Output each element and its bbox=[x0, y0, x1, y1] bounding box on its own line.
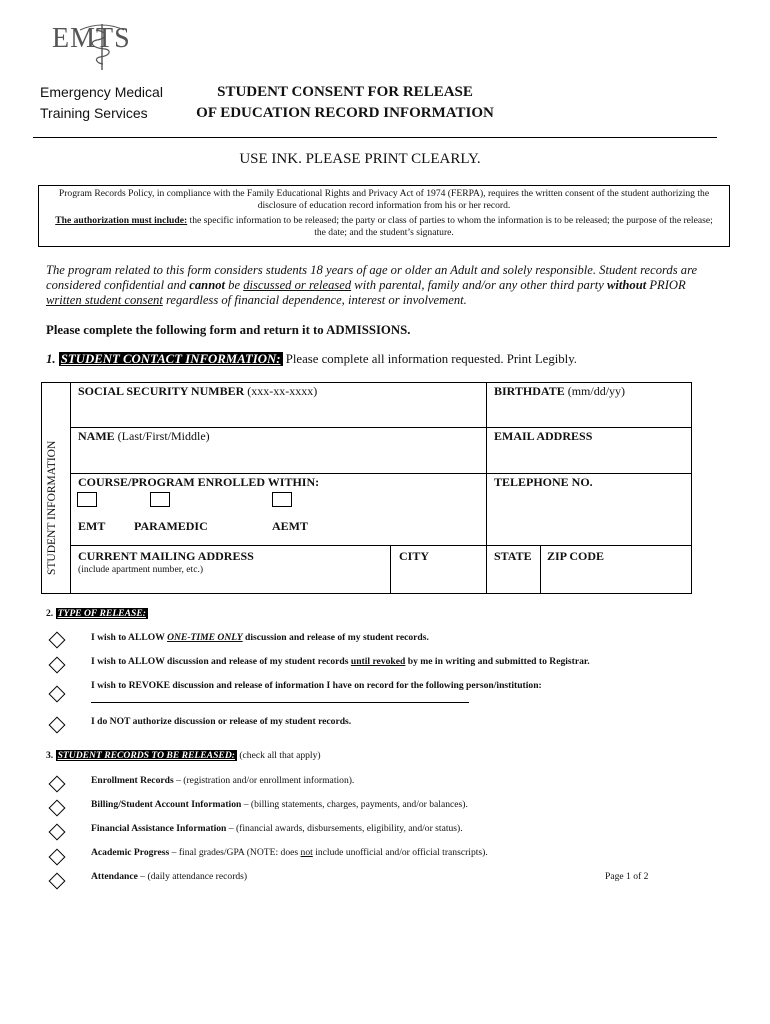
name-field[interactable] bbox=[78, 429, 210, 444]
ssn-field[interactable] bbox=[78, 384, 317, 399]
telephone-label: TELEPHONE NO. bbox=[494, 475, 593, 489]
ssn-hint: (xxx-xx-xxxx) bbox=[244, 384, 318, 398]
org-line-1: Emergency Medical bbox=[40, 84, 163, 100]
opt1-text-a: I wish to ALLOW bbox=[91, 632, 168, 643]
intro-paragraph bbox=[46, 263, 716, 308]
page-number: Page 1 of 2 bbox=[605, 871, 649, 882]
intro-written-consent: written student consent bbox=[46, 293, 163, 307]
section-2-title: TYPE OF RELEASE: bbox=[57, 608, 146, 619]
billing-info-label bbox=[91, 799, 468, 810]
financial-assistance-checkbox[interactable] bbox=[49, 824, 66, 841]
section-3-hint: (check all that apply) bbox=[236, 750, 321, 761]
enrollment-records-checkbox[interactable] bbox=[49, 776, 66, 793]
address-hint: (include apartment number, etc.) bbox=[78, 564, 204, 575]
opt1-one-time-only: ONE-TIME ONLY bbox=[167, 632, 243, 643]
intro-discussed: discussed or released bbox=[243, 278, 352, 292]
no-authorization-option[interactable] bbox=[49, 717, 66, 734]
city-label: CITY bbox=[399, 549, 430, 563]
telephone-field[interactable] bbox=[494, 475, 593, 490]
revoke-option[interactable] bbox=[49, 686, 66, 703]
title-line-1: STUDENT CONSENT FOR RELEASE bbox=[217, 84, 473, 100]
records-item-label: Enrollment Records bbox=[91, 775, 174, 786]
city-divider bbox=[390, 545, 391, 594]
section-3-title: STUDENT RECORDS TO BE RELEASED: bbox=[57, 750, 235, 761]
zip-label: ZIP CODE bbox=[547, 549, 605, 563]
no-authorization-label: I do NOT authorize discussion or release of my student records. bbox=[91, 716, 352, 727]
address-label: CURRENT MAILING ADDRESS bbox=[78, 549, 254, 563]
records-item-desc: – (billing statements, charges, payments, and/or balances). bbox=[241, 799, 468, 810]
section-2-heading bbox=[46, 608, 148, 619]
address-field[interactable] bbox=[78, 549, 254, 575]
academic-progress-label bbox=[91, 847, 488, 858]
intro-text-1: The program related to this form considers students 18 years of age or older an Adult and solely responsible. Student records are considered confidential and bbox=[46, 263, 698, 292]
emt-option-label: EMT bbox=[78, 519, 106, 533]
paramedic-checkbox[interactable] bbox=[150, 492, 170, 507]
title-line-2: OF EDUCATION RECORD INFORMATION bbox=[196, 105, 494, 121]
policy-paragraph-1: Program Records Policy, in compliance with the Family Educational Rights and Privacy Act of 1974 (FERPA), requires the written consent of the student authorizing the disclosure of education record information from his or her record. bbox=[58, 188, 710, 211]
ink-instruction: USE INK. PLEASE PRINT CLEARLY. bbox=[239, 151, 481, 167]
org-line-2: Training Services bbox=[40, 105, 148, 121]
intro-without: without bbox=[607, 278, 647, 292]
section-1-heading bbox=[46, 352, 577, 367]
state-label: STATE bbox=[494, 549, 532, 563]
birthdate-hint: (mm/dd/yy) bbox=[564, 384, 626, 398]
emts-logo bbox=[50, 20, 155, 75]
attendance-checkbox[interactable] bbox=[49, 873, 66, 890]
intro-prior: PRIOR bbox=[646, 278, 686, 292]
policy-box bbox=[38, 185, 730, 247]
right-column-divider bbox=[486, 382, 487, 594]
billing-info-checkbox[interactable] bbox=[49, 800, 66, 817]
side-label bbox=[36, 415, 64, 575]
until-revoked-option[interactable] bbox=[49, 657, 66, 674]
row-divider-3 bbox=[70, 545, 692, 546]
birthdate-label: BIRTHDATE bbox=[494, 384, 565, 398]
records-item-desc-b: include unofficial and/or official transcripts). bbox=[312, 847, 488, 858]
intro-cannot: cannot bbox=[189, 278, 225, 292]
enrollment-records-label bbox=[91, 775, 354, 786]
row-divider-1 bbox=[70, 427, 692, 428]
policy-paragraph-2 bbox=[49, 215, 719, 239]
records-item-label: Billing/Student Account Information bbox=[91, 799, 242, 810]
state-field[interactable] bbox=[494, 549, 532, 564]
paramedic-option-label: PARAMEDIC bbox=[134, 519, 208, 533]
financial-assistance-label bbox=[91, 823, 463, 834]
section-1-instructions: Please complete all information requested. Print Legibly. bbox=[282, 352, 577, 366]
revoke-label: I wish to REVOKE discussion and release of information I have on record for the following person/institution: bbox=[91, 680, 542, 691]
policy-rest: the specific information to be released; the party or class of parties to whom the information is to be released; the purpose of the release; the date; and the student’s signature. bbox=[187, 215, 713, 238]
records-item-label: Financial Assistance Information bbox=[91, 823, 227, 834]
section-2-number: 2. bbox=[46, 608, 56, 619]
org-name bbox=[40, 82, 163, 124]
section-3-number: 3. bbox=[46, 750, 56, 761]
records-item-desc: – (registration and/or enrollment information). bbox=[173, 775, 355, 786]
header-divider bbox=[33, 137, 717, 138]
logo-text: EMTS bbox=[52, 23, 131, 54]
attendance-label bbox=[91, 871, 247, 882]
emt-checkbox[interactable] bbox=[77, 492, 97, 507]
opt1-text-c: discussion and release of my student records. bbox=[242, 632, 429, 643]
revoke-party-line[interactable] bbox=[91, 702, 469, 703]
records-item-desc-a: – final grades/GPA (NOTE: does bbox=[169, 847, 301, 858]
section-1-number: 1. bbox=[46, 352, 59, 366]
intro-text-2: be bbox=[225, 278, 244, 292]
records-item-label: Attendance bbox=[91, 871, 138, 882]
email-field[interactable] bbox=[494, 429, 592, 444]
email-label: EMAIL ADDRESS bbox=[494, 429, 593, 443]
intro-text-4: regardless of financial dependence, interest or involvement. bbox=[162, 293, 467, 307]
until-revoked-label bbox=[91, 656, 590, 667]
return-instruction: Please complete the following form and return it to ADMISSIONS. bbox=[46, 323, 411, 337]
one-time-release-label bbox=[91, 632, 429, 643]
state-divider bbox=[540, 545, 541, 594]
records-item-desc: – (daily attendance records) bbox=[137, 871, 248, 882]
section-3-heading bbox=[46, 750, 321, 761]
name-hint: (Last/First/Middle) bbox=[114, 429, 210, 443]
records-item-desc: – (financial awards, disbursements, eligibility, and/or status). bbox=[226, 823, 463, 834]
birthdate-field[interactable] bbox=[494, 384, 625, 399]
ssn-label: SOCIAL SECURITY NUMBER bbox=[78, 384, 245, 398]
records-item-label: Academic Progress bbox=[91, 847, 170, 858]
opt2-until-revoked: until revoked bbox=[350, 656, 406, 667]
aemt-checkbox[interactable] bbox=[272, 492, 292, 507]
course-label: COURSE/PROGRAM ENROLLED WITHIN: bbox=[78, 475, 320, 489]
section-1-title: STUDENT CONTACT INFORMATION: bbox=[60, 352, 281, 366]
policy-lead: The authorization must include: bbox=[55, 215, 188, 226]
zip-field[interactable] bbox=[547, 549, 604, 564]
academic-progress-checkbox[interactable] bbox=[49, 849, 66, 866]
side-label-divider bbox=[70, 382, 71, 594]
aemt-option-label: AEMT bbox=[272, 519, 308, 533]
row-divider-2 bbox=[70, 473, 692, 474]
opt2-text-c: by me in writing and submitted to Registrar. bbox=[405, 656, 590, 667]
records-item-not: not bbox=[300, 847, 313, 858]
form-title bbox=[190, 82, 500, 124]
opt2-text-a: I wish to ALLOW discussion and release of my student records bbox=[91, 656, 351, 667]
name-label: NAME bbox=[78, 429, 115, 443]
side-label-text: STUDENT INFORMATION bbox=[46, 440, 58, 575]
one-time-release-option[interactable] bbox=[49, 632, 66, 649]
intro-text-3: with parental, family and/or any other third party bbox=[351, 278, 607, 292]
city-field[interactable] bbox=[399, 549, 429, 564]
